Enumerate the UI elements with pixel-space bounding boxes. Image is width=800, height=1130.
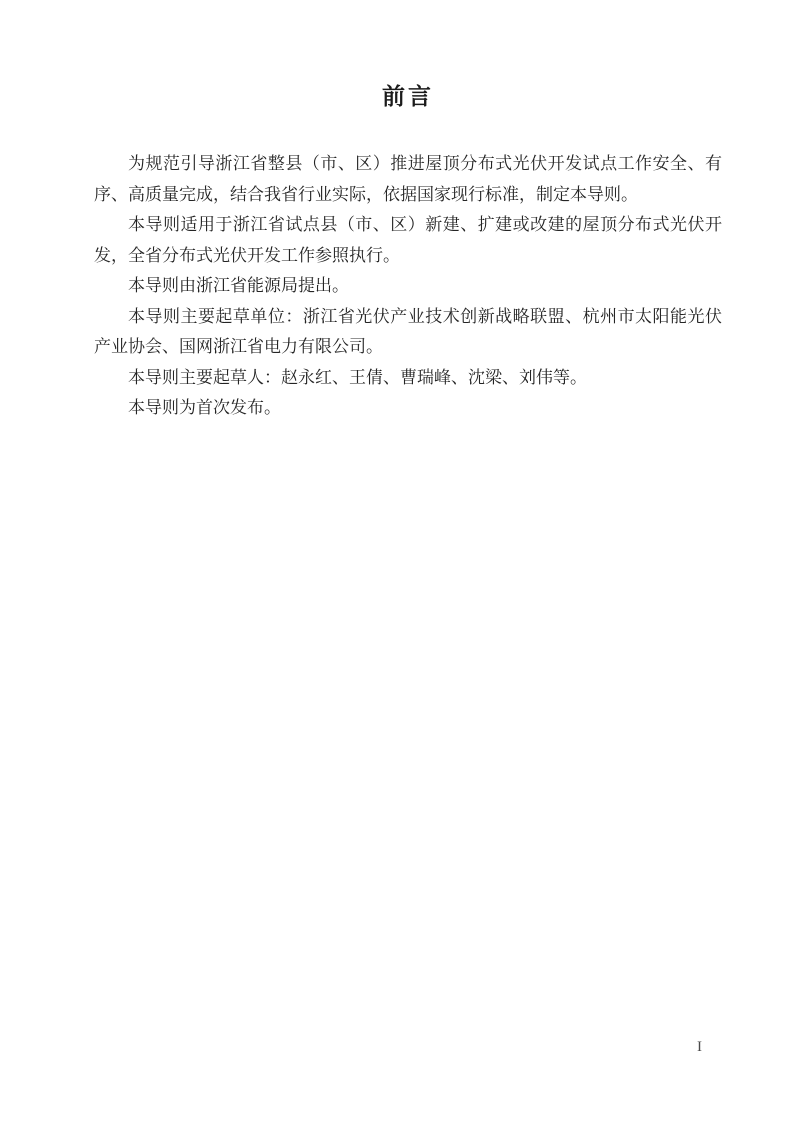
paragraph-applicability: 本导则适用于浙江省试点县（市、区）新建、扩建或改建的屋顶分布式光伏开发，全省分布式光伏开发工作参照执行。: [94, 215, 722, 265]
paragraph-drafters: 本导则主要起草人：赵永红、王倩、曹瑞峰、沈梁、刘伟等。: [128, 367, 587, 387]
page-title: 前言: [382, 83, 434, 109]
paragraph-scope: 为规范引导浙江省整县（市、区）推进屋顶分布式光伏开发试点工作安全、有序、高质量完成，结合我省行业实际，依据国家现行标准，制定本导则。: [94, 154, 722, 204]
paragraph-first-release: 本导则为首次发布。: [128, 398, 281, 417]
paragraph-proposed-by: 本导则由浙江省能源局提出。: [128, 276, 349, 295]
paragraph-drafting-organizations: 本导则主要起草单位：浙江省光伏产业技术创新战略联盟、杭州市太阳能光伏产业协会、国网浙江省电力有限公司。: [94, 306, 722, 356]
document-body: [94, 149, 722, 424]
page-number: I: [697, 1039, 702, 1055]
